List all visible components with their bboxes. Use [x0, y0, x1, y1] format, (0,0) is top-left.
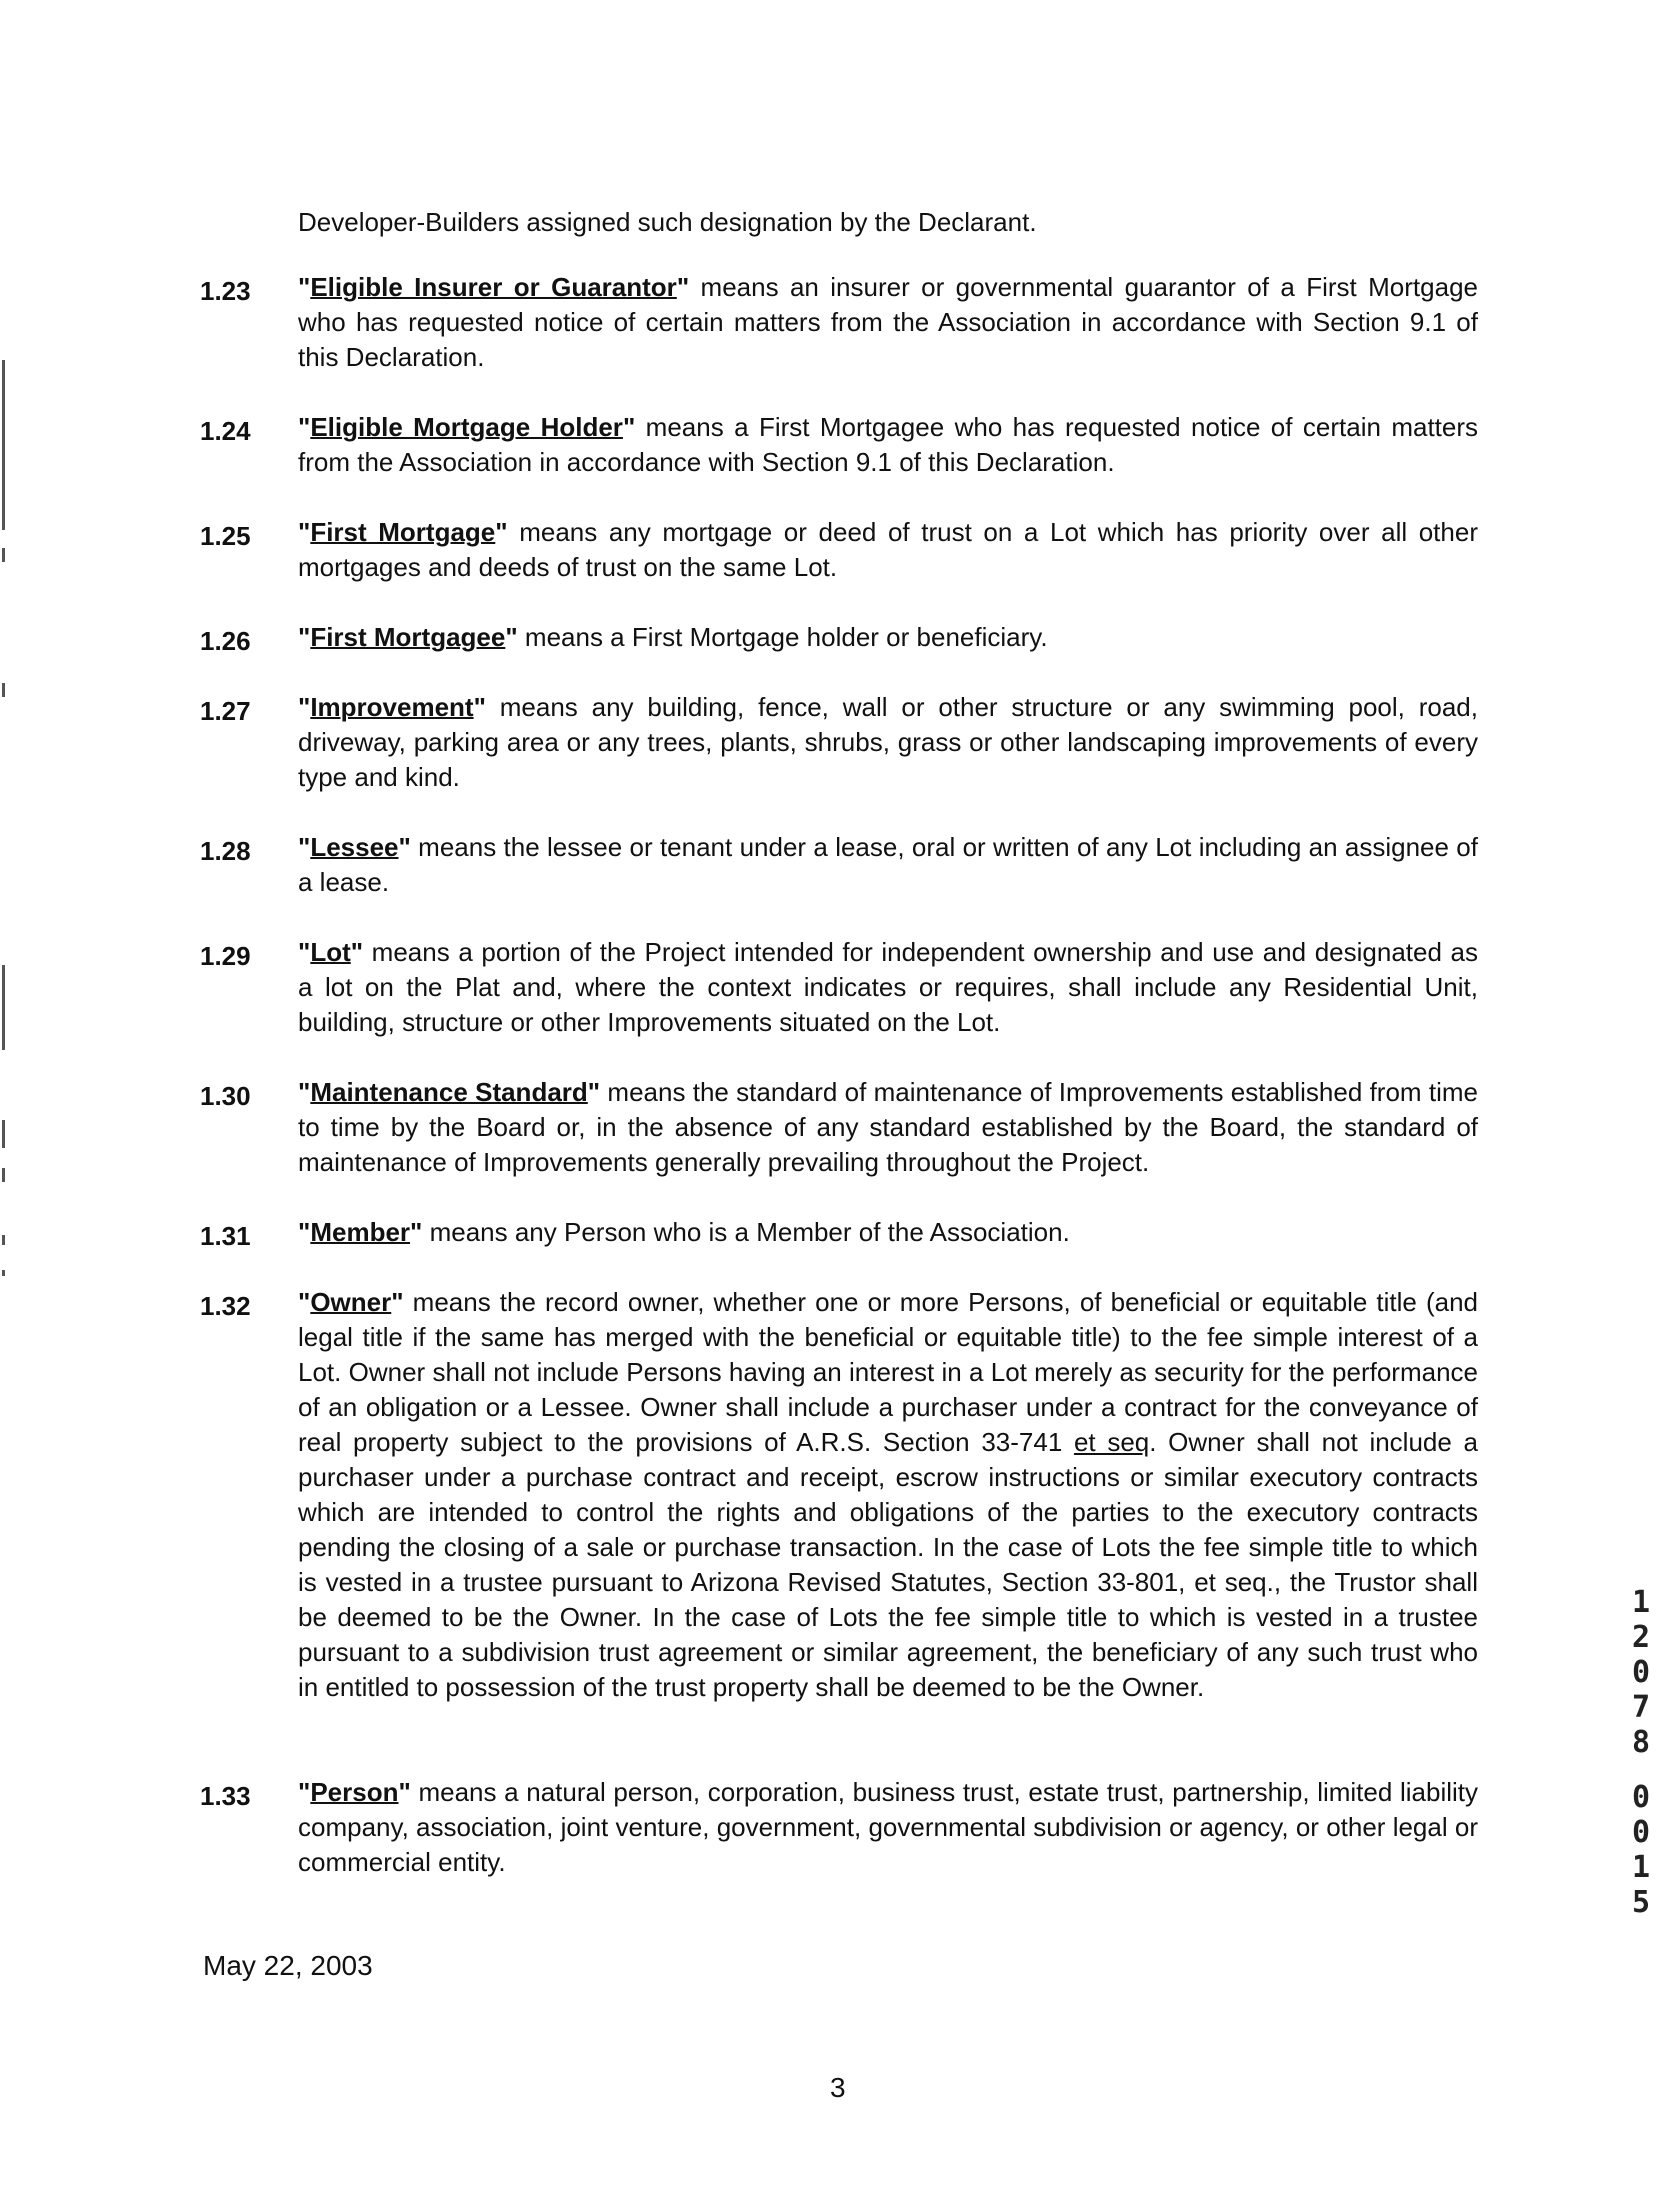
section-body: "Person" means a natural person, corporation, business trust, estate trust, partnership, limited liability company, association, joint venture, government, governmental subdivision or agency, or other legal or commercial entity.: [298, 1777, 1478, 1877]
defined-term: Member: [310, 1217, 411, 1247]
section-body: "Owner" means the record owner, whether one or more Persons, of beneficial or equitable title (and legal title if the same has merged with the beneficial or equitable title) to the fee simple interest of a Lot. Owner shall not include Persons having an interest in a Lot merely as security for the performance of an obligation or a Lessee. Owner shall include a purchaser under a contract for the conveyance of real property subject to the provisions of A.R.S. Section 33-741 et seq. Owner shall not include a purchaser under a purchase contract and receipt, escrow instructions or similar executory contracts which are intended to control the rights and obligations of the parties to the executory contracts pending the closing of a sale or purchase transaction. In the case of Lots the fee simple title to which is vested in a trustee pursuant to Arizona Revised Statutes, Section 33-801, et seq., the Trustor shall be deemed to be the Owner. In the case of Lots the fee simple title to which is vested in a trustee pursuant to a subdivision trust agreement or similar agreement, the beneficiary of any such trust who in entitled to possession of the trust property shall be deemed to be the Owner.: [298, 1287, 1478, 1702]
definition-text: means a natural person, corporation, business trust, estate trust, partnership, limited liability company, association, joint venture, government, governmental subdivision or agency, or other legal or commercial entity.: [298, 1777, 1478, 1877]
section-number: 1.27: [200, 696, 251, 726]
defined-term: Person: [310, 1777, 399, 1807]
section-number: 1.23: [200, 276, 251, 306]
continuation-text: Developer-Builders assigned such designation by the Declarant.: [298, 207, 1037, 237]
recording-stamp-digit: 5: [1631, 1885, 1651, 1920]
section-body: "First Mortgage" means any mortgage or deed of trust on a Lot which has priority over all other mortgages and deeds of trust on the same Lot.: [298, 517, 1478, 582]
margin-revision-bar: [2, 1120, 5, 1148]
page-number: 3: [830, 2072, 846, 2103]
section-body: "Maintenance Standard" means the standard of maintenance of Improvements established from time to time by the Board or, in the absence of any standard established by the Board, the standard of maintenance of Improvements generally prevailing throughout the Project.: [298, 1077, 1478, 1177]
section-number: 1.30: [200, 1081, 251, 1111]
margin-revision-bar: [2, 1168, 5, 1182]
section-body: "Improvement" means any building, fence, wall or other structure or any swimming pool, road, driveway, parking area or any trees, plants, shrubs, grass or other landscaping improvements of every type and kind.: [298, 692, 1478, 792]
section-body: "Member" means any Person who is a Member of the Association.: [298, 1217, 1070, 1247]
defined-term: First Mortgagee: [310, 622, 506, 652]
margin-revision-bar: [2, 683, 5, 697]
defined-term: First Mortgage: [310, 517, 496, 547]
recording-stamp-digit: 0: [1631, 1815, 1651, 1850]
defined-term: Eligible Insurer or Guarantor: [310, 272, 677, 302]
margin-revision-bar: [2, 548, 5, 562]
section-number: 1.25: [200, 521, 251, 551]
defined-term: Eligible Mortgage Holder: [310, 412, 623, 442]
definition-text: means any mortgage or deed of trust on a Lot which has priority over all other mortgages and deeds of trust on the same Lot.: [298, 517, 1478, 582]
section-body: "Lot" means a portion of the Project intended for independent ownership and use and designated as a lot on the Plat and, where the context indicates or requires, shall include any Residential Unit, building, structure or other Improvements situated on the Lot.: [298, 937, 1478, 1037]
section-number: 1.29: [200, 941, 251, 971]
definition-text: means the record owner, whether one or more Persons, of beneficial or equitable title (and legal title if the same has merged with the beneficial or equitable title) to the fee simple interest of a Lot. Owner shall not include Persons having an interest in a Lot merely as security for the performance of an obligation or a Lessee. Owner shall include a purchaser under a contract for the conveyance of real property subject to the provisions of A.R.S. Section 33-741: [298, 1287, 1478, 1457]
recording-stamp-digit: 2: [1631, 1620, 1651, 1655]
section-number: 1.31: [200, 1221, 251, 1251]
section-number: 1.32: [200, 1291, 251, 1321]
recording-stamp-digit: 7: [1631, 1690, 1651, 1725]
definition-text-continued: . Owner shall not include a purchaser under a purchase contract and receipt, escrow instructions or similar executory contracts which are intended to control the rights and obligations of the parties to the executory contracts pending the closing of a sale or purchase transaction. In the case of Lots the fee simple title to which is vested in a trustee pursuant to Arizona Revised Statutes, Section 33-801, et seq., the Trustor shall be deemed to be the Owner. In the case of Lots the fee simple title to which is vested in a trustee pursuant to a subdivision trust agreement or similar agreement, the beneficiary of any such trust who in entitled to possession of the trust property shall be deemed to be the Owner.: [298, 1427, 1478, 1702]
et-seq-citation: et seq: [1073, 1427, 1150, 1457]
definition-text: means any building, fence, wall or other structure or any swimming pool, road, driveway, parking area or any trees, plants, shrubs, grass or other landscaping improvements of every type and kind.: [298, 692, 1478, 792]
margin-revision-bar: [2, 360, 5, 530]
recording-stamp-digit: 8: [1631, 1725, 1651, 1760]
defined-term: Owner: [310, 1287, 392, 1317]
section-body: "Eligible Mortgage Holder" means a First Mortgagee who has requested notice of certain matters from the Association in accordance with Section 9.1 of this Declaration.: [298, 412, 1479, 477]
section-body: "First Mortgagee" means a First Mortgage holder or beneficiary.: [298, 622, 1048, 652]
definition-text: means a First Mortgage holder or beneficiary.: [517, 622, 1048, 652]
section-body: "Eligible Insurer or Guarantor" means an insurer or governmental guarantor of a First Mortgage who has requested notice of certain matters from the Association in accordance with Section 9.1 of this Declaration.: [298, 272, 1478, 372]
definition-text: means an insurer or governmental guarantor of a First Mortgage who has requested notice of certain matters from the Association in accordance with Section 9.1 of this Declaration.: [298, 272, 1478, 372]
defined-term: Lot: [310, 937, 351, 967]
section-number: 1.28: [200, 836, 251, 866]
section-number: 1.26: [200, 626, 251, 656]
section-body: "Lessee" means the lessee or tenant under a lease, oral or written of any Lot including an assignee of a lease.: [298, 832, 1478, 897]
recording-stamp-digit: 0: [1631, 1780, 1651, 1815]
margin-revision-bar: [2, 1270, 5, 1276]
section-number: 1.33: [200, 1781, 251, 1811]
definition-text: means a portion of the Project intended for independent ownership and use and designated as a lot on the Plat and, where the context indicates or requires, shall include any Residential Unit, building, structure or other Improvements situated on the Lot.: [298, 937, 1478, 1037]
definition-text: means the lessee or tenant under a lease, oral or written of any Lot including an assignee of a lease.: [298, 832, 1478, 897]
footer-date: May 22, 2003: [203, 1950, 373, 1981]
recording-stamp-digit: 1: [1631, 1850, 1651, 1885]
margin-revision-bar: [2, 1235, 5, 1245]
definition-text: means any Person who is a Member of the Association.: [422, 1217, 1070, 1247]
defined-term: Lessee: [310, 832, 399, 862]
definition-text: means a First Mortgagee who has requested notice of certain matters from the Association in accordance with Section 9.1 of this Declaration.: [298, 412, 1479, 477]
defined-term: Maintenance Standard: [310, 1077, 588, 1107]
recording-stamp-digit: 1: [1631, 1585, 1651, 1620]
section-number: 1.24: [200, 416, 251, 446]
margin-revision-bar: [2, 965, 5, 1050]
recording-stamp-digit: 0: [1631, 1655, 1651, 1690]
defined-term: Improvement: [310, 692, 474, 722]
definition-text: means the standard of maintenance of Improvements established from time to time by the Board or, in the absence of any standard established by the Board, the standard of maintenance of Improvements generally prevailing throughout the Project.: [298, 1077, 1478, 1177]
